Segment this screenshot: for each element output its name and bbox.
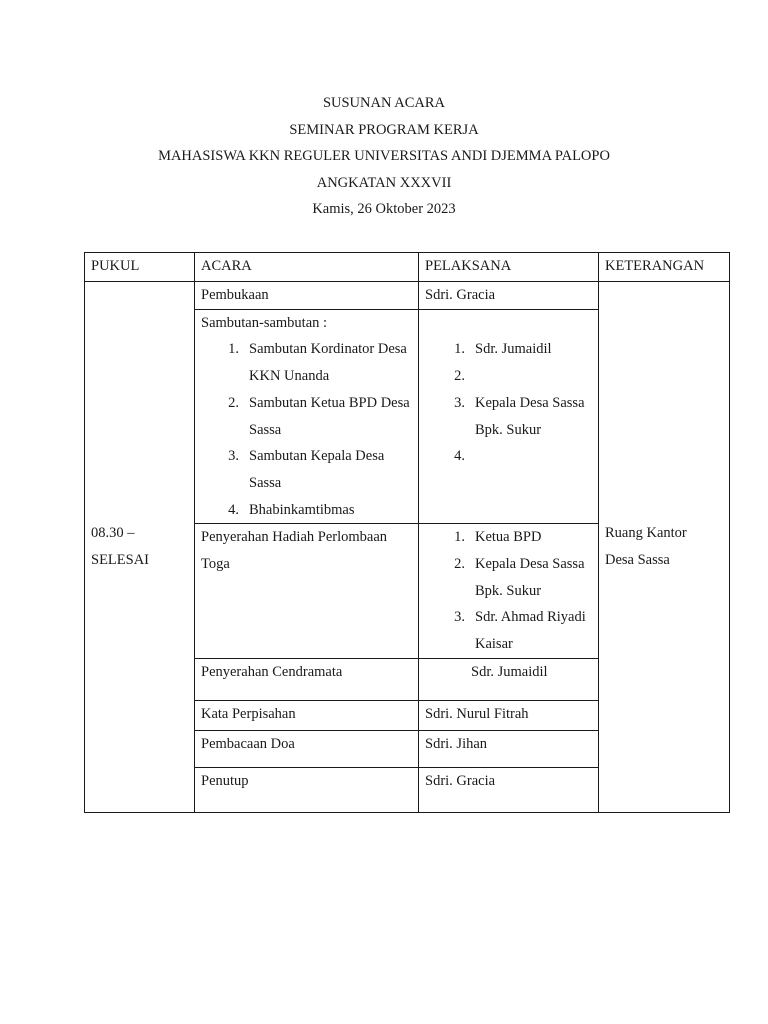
- document-header: [0, 90, 768, 223]
- keterangan-cell: [599, 282, 730, 813]
- doc-date: Kamis, 26 Oktober 2023: [312, 201, 456, 217]
- pelaksana-cell: Sdri. Nurul Fitrah: [419, 700, 599, 730]
- doc-title: SUSUNAN ACARA: [322, 95, 446, 111]
- doc-batch: ANGKATAN XXXVII: [316, 174, 452, 191]
- list-item: 2.: [454, 368, 465, 385]
- list-item: 1. Ketua BPD: [454, 529, 542, 546]
- list-item: 1. Sambutan Kordinator Desa KKN Unanda: [228, 341, 407, 385]
- header-pukul: PUKUL: [85, 253, 195, 282]
- agenda-table: [84, 252, 730, 813]
- acara-cell: Penyerahan Hadiah Perlombaan Toga: [195, 524, 419, 659]
- table-row: [85, 282, 730, 310]
- pukul-start: 08.30 –: [91, 525, 135, 542]
- pukul-end: SELESAI: [91, 551, 149, 568]
- pelaksana-cell: [419, 524, 599, 659]
- keterangan-line: Ruang Kantor: [605, 525, 687, 542]
- pelaksana-sublist: [439, 336, 592, 470]
- list-item: 4. Bhabinkamtibmas: [228, 501, 355, 518]
- doc-organizer: MAHASISWA KKN REGULER UNIVERSITAS ANDI DJEMMA PALOPO: [158, 148, 610, 164]
- list-item: 1. Sdr. Jumaidil: [454, 341, 552, 358]
- acara-sublist: [213, 336, 412, 523]
- acara-cell: Pembacaan Doa: [195, 730, 419, 767]
- table-header-row: [85, 253, 730, 282]
- acara-cell: Penutup: [195, 767, 419, 812]
- list-item: 3. Kepala Desa Sassa Bpk. Sukur: [454, 394, 585, 438]
- acara-cell: [195, 309, 419, 524]
- pelaksana-cell: [419, 309, 599, 524]
- acara-cell: Penyerahan Cendramata: [195, 658, 419, 700]
- list-item: 4.: [454, 448, 465, 465]
- pukul-cell: [85, 282, 195, 813]
- header-acara: ACARA: [195, 253, 419, 282]
- acara-cell: Kata Perpisahan: [195, 700, 419, 730]
- doc-subtitle: SEMINAR PROGRAM KERJA: [289, 121, 479, 138]
- pelaksana-cell: Sdri. Gracia: [419, 282, 599, 310]
- pelaksana-cell: Sdri. Jihan: [419, 730, 599, 767]
- header-keterangan: KETERANGAN: [599, 253, 730, 282]
- acara-cell: Pembukaan: [195, 282, 419, 310]
- list-item: 2. Kepala Desa Sassa Bpk. Sukur: [454, 556, 585, 599]
- keterangan-line: Desa Sassa: [605, 551, 670, 568]
- pelaksana-cell: Sdr. Jumaidil: [419, 658, 599, 700]
- list-item: 3. Sambutan Kepala Desa Sassa: [228, 448, 385, 491]
- list-item: 3. Sdr. Ahmad Riyadi Kaisar: [454, 609, 586, 653]
- header-pelaksana: PELAKSANA: [419, 253, 599, 282]
- acara-heading: Sambutan-sambutan :: [201, 314, 328, 331]
- pelaksana-cell: Sdri. Gracia: [419, 767, 599, 812]
- pelaksana-sublist: [439, 524, 592, 658]
- list-item: 2. Sambutan Ketua BPD Desa Sassa: [228, 394, 410, 438]
